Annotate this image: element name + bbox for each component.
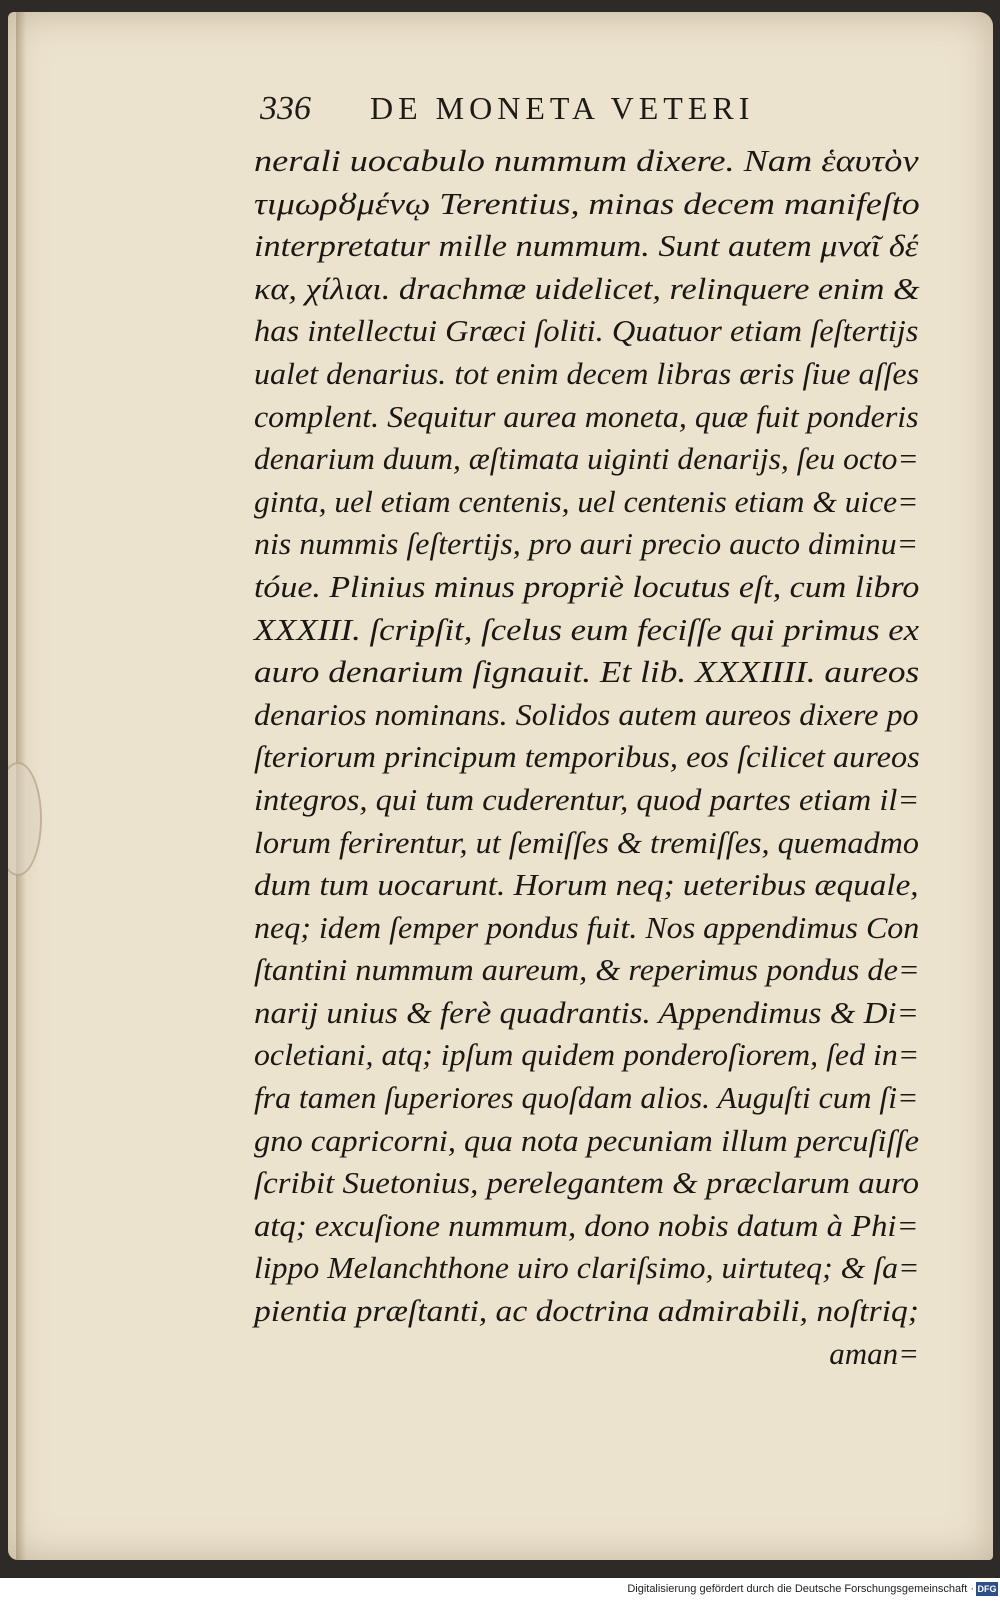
text-line: lorum ferirentur, ut ſemiſſes & tremiſſes, quemadmo (254, 824, 920, 860)
text-line: interpretatur mille nummum. Sunt autem μναῖ δέ (254, 228, 919, 264)
funding-credit: Digitalisierung gefördert durch die Deutsche Forschungsgemeinschaft · (627, 1583, 974, 1595)
text-line: ginta, uel etiam centenis, uel centenis etiam & uice= (254, 483, 919, 519)
book-page (8, 12, 993, 1560)
page-stain (8, 762, 42, 876)
text-line: ſcribit Suetonius, perelegantem & præclarum auro (254, 1165, 920, 1201)
page-number: 336 (260, 90, 311, 127)
body-text (254, 140, 919, 1375)
text-line: ſtantini nummum aureum, & reperimus pondus de= (254, 952, 920, 988)
text-line: tóue. Plinius minus propriè locutus eſt, cum libro (254, 568, 920, 604)
text-line: lippo Melanchthone uiro clariſsimo, uirtuteq; & ſa= (254, 1250, 920, 1286)
catchword: aman= (829, 1335, 919, 1371)
text-line: nerali uocabulo nummum dixere. Nam ἑαυτὸν (254, 143, 919, 178)
text-line: nis nummis ſeſtertijs, pro auri precio aucto diminu= (254, 526, 919, 562)
text-line: narij unius & ferè quadrantis. Appendimus & Di= (254, 994, 919, 1030)
text-line: auro denarium ſignauit. Et lib. XXXIIII. aureos (254, 654, 920, 690)
text-line: ualet denarius. tot enim decem libras æris ſiue aſſes (254, 355, 920, 391)
text-line: atq; excuſione nummum, dono nobis datum à Phi= (254, 1207, 919, 1243)
text-line: gno capricorni, qua nota pecuniam illum percuſiſſe (254, 1122, 919, 1158)
text-line: κα, χίλιαι. drachmæ uidelicet, relinquere enim & (254, 270, 920, 306)
text-line: neq; idem ſemper pondus fuit. Nos appendimus Con (254, 909, 920, 945)
text-line: dum tum uocarunt. Horum neq; ueteribus æquale, (254, 867, 919, 903)
running-head (260, 90, 900, 134)
text-line: ocletiani, atq; ipſum quidem ponderoſiorem, ſed in= (254, 1037, 920, 1073)
text-line: complent. Sequitur aurea moneta, quæ fuit ponderis (254, 398, 919, 434)
text-line: XXXIII. ſcripſit, ſcelus eum feciſſe qui primus ex (254, 611, 920, 647)
text-line: denarium duum, æſtimata uiginti denarijs, ſeu octo= (254, 441, 919, 477)
dfg-logo: DFG (977, 1584, 997, 1594)
digitization-footer (0, 1578, 1000, 1603)
text-line: integros, qui tum cuderentur, quod partes etiam il= (254, 781, 920, 817)
text-line: fra tamen ſuperiores quoſdam alios. Auguſti cum ſi= (254, 1080, 919, 1116)
text-line: τιμωρȣμένῳ Terentius, minas decem manifeſto (254, 185, 920, 221)
text-line: pientia præſtanti, ac doctrina admirabili, noſtriq; (254, 1293, 919, 1329)
text-line: has intellectui Græci ſoliti. Quatuor etiam ſeſtertijs (254, 313, 919, 349)
text-line: ſteriorum principum temporibus, eos ſcilicet aureos (254, 739, 920, 775)
running-head-title: DE MONETA VETERI (370, 90, 755, 126)
text-line: denarios nominans. Solidos autem aureos dixere po (254, 696, 919, 732)
